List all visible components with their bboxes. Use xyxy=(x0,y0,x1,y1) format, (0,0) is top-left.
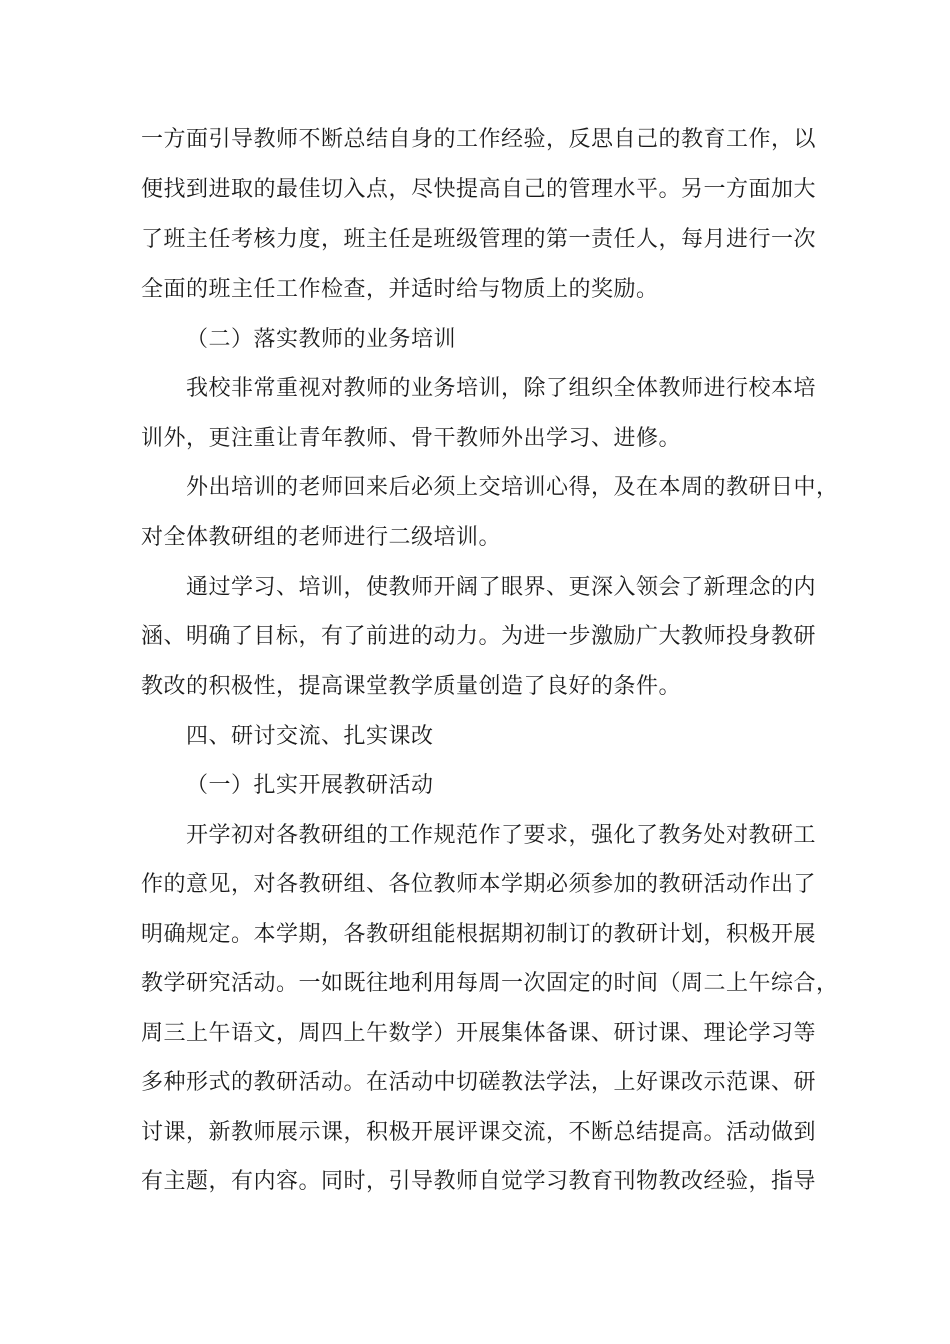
section-heading: （一）扎实开展教研活动 xyxy=(186,773,434,798)
paragraph-line: 对全体教研组的老师进行二级培训。 xyxy=(141,525,502,550)
paragraph-line: 讨课，新教师展示课，积极开展评课交流，不断总结提高。活动做到 xyxy=(141,1120,817,1145)
paragraph-line: 训外，更注重让青年教师、骨干教师外出学习、进修。 xyxy=(141,426,682,451)
paragraph-line: 便找到进取的最佳切入点，尽快提高自己的管理水平。另一方面加大 xyxy=(141,177,817,202)
paragraph-line: 全面的班主任工作检查，并适时给与物质上的奖励。 xyxy=(141,277,659,302)
paragraph-line: 一方面引导教师不断总结自身的工作经验，反思自己的教育工作，以 xyxy=(141,127,817,152)
paragraph-line: 外出培训的老师回来后必须上交培训心得，及在本周的教研日中， xyxy=(186,475,839,500)
section-heading: 四、研讨交流、扎实课改 xyxy=(186,724,434,749)
section-heading: （二）落实教师的业务培训 xyxy=(186,327,457,352)
paragraph-line: 教学研究活动。一如既往地利用每周一次固定的时间（周二上午综合， xyxy=(141,971,839,996)
paragraph-line: 开学初对各教研组的工作规范作了要求，强化了教务处对教研工 xyxy=(186,823,817,848)
paragraph-line: 涵、明确了目标，有了前进的动力。为进一步激励广大教师投身教研 xyxy=(141,624,817,649)
paragraph-line: 有主题，有内容。同时，引导教师自觉学习教育刊物教改经验，指导 xyxy=(141,1169,817,1194)
paragraph-line: 教改的积极性，提高课堂教学质量创造了良好的条件。 xyxy=(141,674,682,699)
paragraph-line: 了班主任考核力度，班主任是班级管理的第一责任人，每月进行一次 xyxy=(141,227,817,252)
paragraph-line: 通过学习、培训，使教师开阔了眼界、更深入领会了新理念的内 xyxy=(186,575,817,600)
paragraph-line: 多种形式的教研活动。在活动中切磋教法学法，上好课改示范课、研 xyxy=(141,1070,817,1095)
paragraph-line: 作的意见，对各教研组、各位教师本学期必须参加的教研活动作出了 xyxy=(141,872,817,897)
paragraph-line: 周三上午语文，周四上午数学）开展集体备课、研讨课、理论学习等 xyxy=(141,1021,817,1046)
paragraph-line: 我校非常重视对教师的业务培训，除了组织全体教师进行校本培 xyxy=(186,376,817,401)
paragraph-line: 明确规定。本学期，各教研组能根据期初制订的教研计划，积极开展 xyxy=(141,922,817,947)
